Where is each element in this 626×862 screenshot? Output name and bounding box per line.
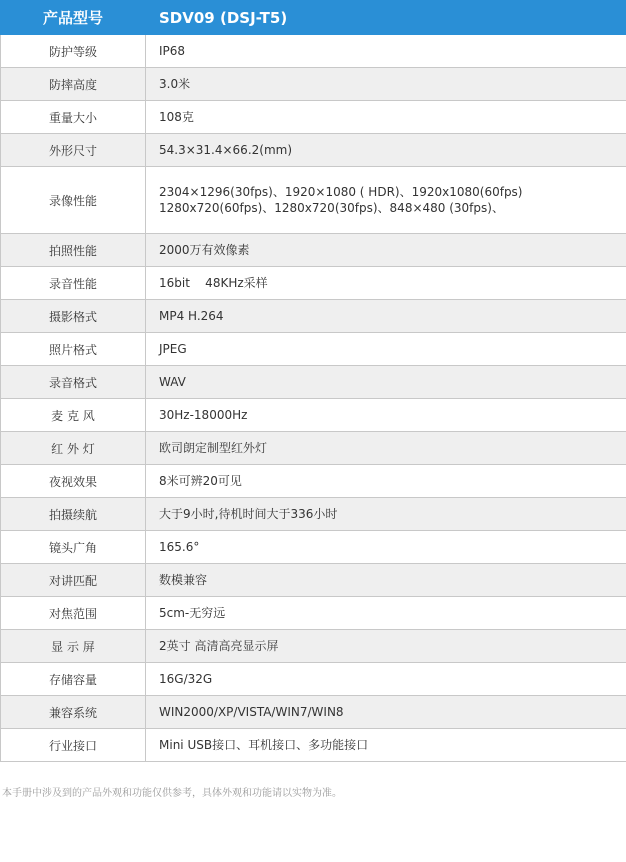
row-value: 数模兼容 bbox=[146, 564, 626, 597]
table-row bbox=[1, 333, 626, 366]
table-row bbox=[1, 696, 626, 729]
row-value: IP68 bbox=[146, 35, 626, 68]
table-row bbox=[1, 399, 626, 432]
row-label: 显 示 屏 bbox=[1, 630, 146, 663]
table-row bbox=[1, 498, 626, 531]
row-value: 30Hz-18000Hz bbox=[146, 399, 626, 432]
disclaimer-footnote: 本手册中涉及到的产品外观和功能仅供参考，具体外观和功能请以实物为准。 bbox=[2, 788, 342, 799]
table-row bbox=[1, 432, 626, 465]
row-label: 录音性能 bbox=[1, 267, 146, 300]
row-label: 拍摄续航 bbox=[1, 498, 146, 531]
row-label: 镜头广角 bbox=[1, 531, 146, 564]
header-model-value: SDV09 (DSJ-T5) bbox=[146, 1, 626, 35]
row-label: 兼容系统 bbox=[1, 696, 146, 729]
row-label: 外形尺寸 bbox=[1, 134, 146, 167]
table-row bbox=[1, 35, 626, 68]
row-label: 红 外 灯 bbox=[1, 432, 146, 465]
value-line-2: 1280x720(60fps)、1280x720(30fps)、848×480 (30fps)、 bbox=[159, 201, 504, 215]
row-label: 对讲匹配 bbox=[1, 564, 146, 597]
row-label: 重量大小 bbox=[1, 101, 146, 134]
row-label: 对焦范围 bbox=[1, 597, 146, 630]
row-value: 2英寸 高清高亮显示屏 bbox=[146, 630, 626, 663]
row-value: 165.6° bbox=[146, 531, 626, 564]
row-label: 存储容量 bbox=[1, 663, 146, 696]
value-line-1: 2304×1296(30fps)、1920×1080 ( HDR)、1920x1080(60fps) bbox=[159, 185, 523, 199]
row-label: 录像性能 bbox=[1, 167, 146, 234]
header-model-label: 产品型号 bbox=[1, 1, 146, 35]
table-row bbox=[1, 630, 626, 663]
row-value: 3.0米 bbox=[146, 68, 626, 101]
row-value: 欧司朗定制型红外灯 bbox=[146, 432, 626, 465]
table-row bbox=[1, 564, 626, 597]
row-label: 拍照性能 bbox=[1, 234, 146, 267]
row-label: 录音格式 bbox=[1, 366, 146, 399]
row-label: 摄影格式 bbox=[1, 300, 146, 333]
row-label: 行业接口 bbox=[1, 729, 146, 762]
row-label: 防摔高度 bbox=[1, 68, 146, 101]
table-row bbox=[1, 134, 626, 167]
table-row bbox=[1, 465, 626, 498]
table-row bbox=[1, 167, 626, 234]
table-row bbox=[1, 729, 626, 762]
table-row bbox=[1, 300, 626, 333]
row-value bbox=[146, 167, 626, 234]
row-value: Mini USB接口、耳机接口、多功能接口 bbox=[146, 729, 626, 762]
row-value: 54.3×31.4×66.2(mm) bbox=[146, 134, 626, 167]
row-label: 麦 克 风 bbox=[1, 399, 146, 432]
row-value: WAV bbox=[146, 366, 626, 399]
table-row bbox=[1, 101, 626, 134]
row-value: WIN2000/XP/VISTA/WIN7/WIN8 bbox=[146, 696, 626, 729]
row-value: MP4 H.264 bbox=[146, 300, 626, 333]
row-value: 108克 bbox=[146, 101, 626, 134]
header-row bbox=[1, 1, 626, 35]
table-row bbox=[1, 267, 626, 300]
table-row bbox=[1, 234, 626, 267]
table-row bbox=[1, 366, 626, 399]
table-row bbox=[1, 597, 626, 630]
row-value: 2000万有效像素 bbox=[146, 234, 626, 267]
table-row bbox=[1, 531, 626, 564]
row-value: 16bit 48KHz采样 bbox=[146, 267, 626, 300]
table-row bbox=[1, 68, 626, 101]
row-value: 8米可辨20可见 bbox=[146, 465, 626, 498]
row-value: 5cm-无穷远 bbox=[146, 597, 626, 630]
table-row bbox=[1, 663, 626, 696]
row-label: 夜视效果 bbox=[1, 465, 146, 498]
row-value: JPEG bbox=[146, 333, 626, 366]
row-label: 防护等级 bbox=[1, 35, 146, 68]
row-value: 大于9小时,待机时间大于336小时 bbox=[146, 498, 626, 531]
row-label: 照片格式 bbox=[1, 333, 146, 366]
row-value: 16G/32G bbox=[146, 663, 626, 696]
